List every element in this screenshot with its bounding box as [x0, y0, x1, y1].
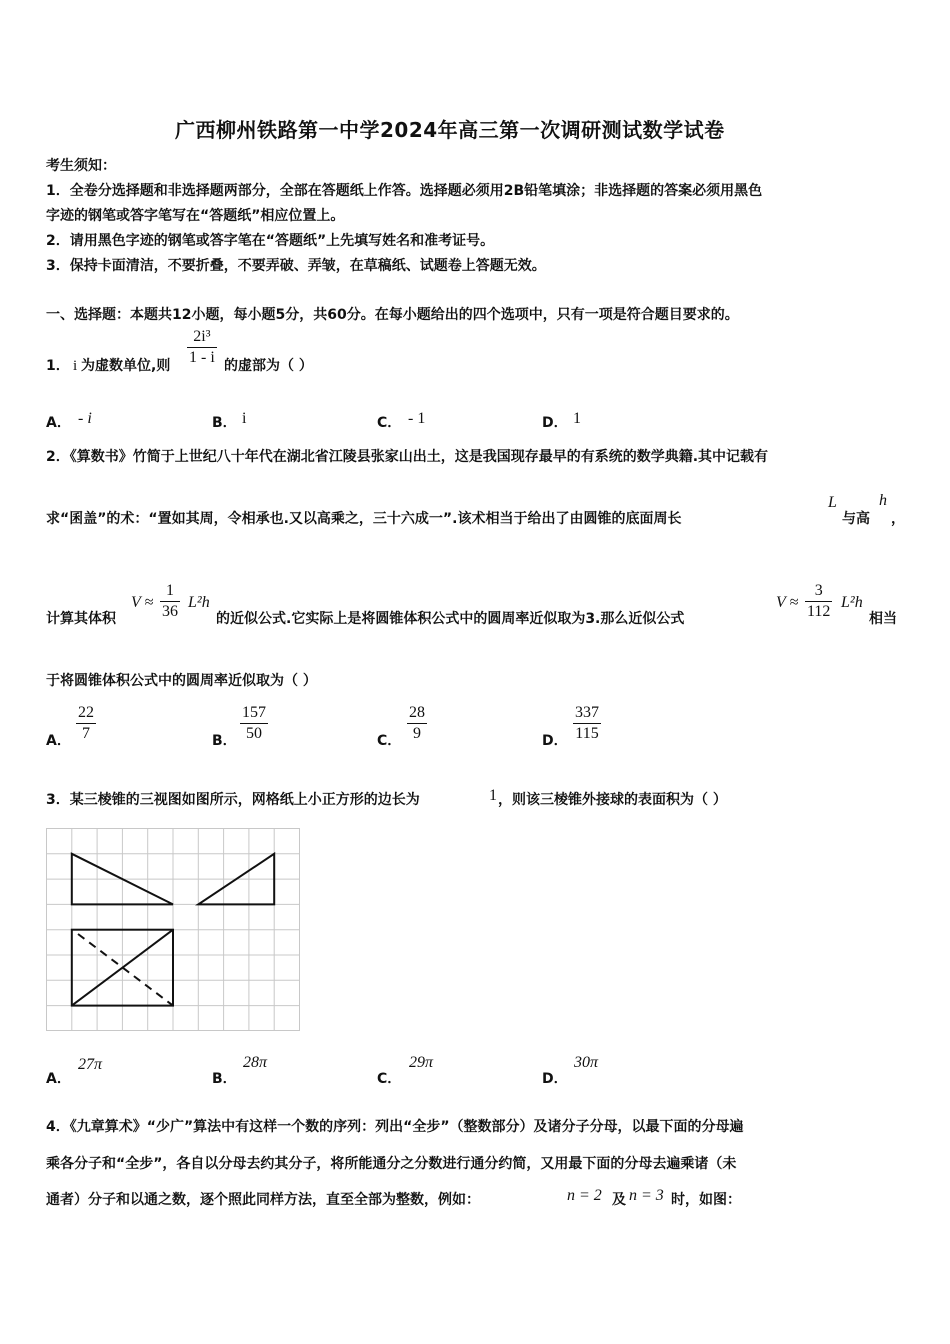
q2-line-2a: 求“囷盖”的术：“置如其周，令相承也.又以高乘之，三十六成一”.该术相当于给出了由圆锥的底面周长	[46, 511, 682, 527]
q1-option-a-value: - i	[78, 410, 92, 427]
q1-fraction-numerator: 2i³	[187, 328, 217, 348]
q2-option-c-denominator: 9	[413, 725, 421, 742]
q2-line-3c: 相当	[869, 611, 897, 627]
q1-option-b-value: i	[242, 410, 247, 427]
q4-line-1: 4．《九章算术》“少广”算法中有这样一个数的序列：列出“全步”（整数部分）及诸分子分母，以最下面的分母遍	[46, 1119, 744, 1135]
q2-formula-2-denominator: 112	[807, 603, 831, 620]
q2-option-b-denominator: 50	[246, 725, 262, 742]
q2-option-a-numerator: 22	[76, 704, 96, 724]
q3-option-c-label: C．	[377, 1071, 402, 1087]
q4-n-equals-2: n = 2	[567, 1187, 602, 1204]
q2-option-d-fraction	[573, 704, 601, 743]
notice-line-2: 2．请用黑色字迹的钢笔或答字笔在“答题纸”上先填写姓名和准考证号。	[46, 233, 495, 249]
q2-option-b-numerator: 157	[240, 704, 268, 724]
q4-n-equals-3: n = 3	[629, 1187, 664, 1204]
notice-line-1b: 字迹的钢笔或答字笔写在“答题纸”相应位置上。	[46, 208, 345, 224]
q2-formula-2-fraction	[805, 582, 832, 621]
q3-option-b-value: 28π	[243, 1054, 268, 1071]
q2-line-1: 2．《算数书》竹简于上世纪八十年代在湖北省江陵县张家山出土，这是我国现存最早的有系统的数学典籍.其中记载有	[46, 449, 769, 465]
q2-line-2b: 与高	[842, 511, 870, 527]
q2-line-4: 于将圆锥体积公式中的圆周率近似取为（ ）	[46, 673, 317, 689]
notice-line-3: 3．保持卡面清洁，不要折叠，不要弄破、弄皱，在草稿纸、试题卷上答题无效。	[46, 258, 546, 274]
q1-number: 1．	[46, 358, 70, 374]
q2-option-b-fraction	[240, 704, 268, 743]
notice-line-1a: 1．全卷分选择题和非选择题两部分，全部在答题纸上作答。选择题必须用2B铅笔填涂；非选择题的答案必须用黑色	[46, 183, 763, 199]
q1-option-c-label: C．	[377, 415, 402, 431]
q2-option-d-denominator: 115	[575, 725, 599, 742]
q1-text-a: 为虚数单位,则	[81, 358, 171, 374]
notice-heading: 考生须知：	[46, 158, 116, 174]
top-view-hidden-diagonal	[78, 934, 173, 1006]
q2-option-a-denominator: 7	[82, 725, 90, 742]
q2-formula-1-fraction	[160, 582, 180, 621]
q2-formula-1-rhs: L²h	[188, 594, 210, 611]
q2-option-c-numerator: 28	[407, 704, 427, 724]
q4-line-2: 乘各分子和“全步”，各自以分母去约其分子，将所能通分之分数进行通分约简，又用最下面的分母去遍乘诸（未	[46, 1156, 737, 1172]
q3-option-d-label: D．	[542, 1071, 568, 1087]
q1-option-d-value: 1	[573, 410, 581, 427]
q1-option-c-value: - 1	[408, 410, 426, 427]
q1-option-a-label: A．	[46, 415, 71, 431]
q2-line-3a: 计算其体积	[46, 611, 116, 627]
q1-option-b-label: B．	[212, 415, 237, 431]
page-title: 广西柳州铁路第一中学2024年高三第一次调研测试数学试卷	[175, 118, 725, 142]
q3-option-b-label: B．	[212, 1071, 237, 1087]
q2-formula-1-numerator: 1	[160, 582, 180, 602]
q3-option-a-label: A．	[46, 1071, 71, 1087]
q1-fraction-denominator: 1 - i	[189, 349, 215, 366]
q3-option-d-value: 30π	[574, 1054, 599, 1071]
q1-fraction	[187, 328, 217, 367]
q2-option-b-label: B．	[212, 733, 237, 749]
q1-i-symbol: i	[73, 358, 78, 374]
q3-option-c-value: 29π	[409, 1054, 434, 1071]
q1-option-d-label: D．	[542, 415, 568, 431]
q2-symbol-L: L	[828, 494, 837, 511]
q4-line-3b: 时，如图：	[671, 1192, 741, 1208]
q2-option-d-numerator: 337	[573, 704, 601, 724]
q2-option-a-label: A．	[46, 733, 71, 749]
section-heading: 一、选择题：本题共12小题，每小题5分，共60分。在每小题给出的四个选项中，只有一项是符合题目要求的。	[46, 307, 739, 323]
q3-text-b: ，则该三棱锥外接球的表面积为（ ）	[498, 792, 727, 808]
q3-one: 1	[489, 787, 497, 804]
q3-option-a-value: 27π	[78, 1056, 103, 1073]
q4-line-3a: 通者）分子和以通之数，逐个照此同样方法，直至全部为整数，例如：	[46, 1192, 480, 1208]
q1-text-b: 的虚部为（ ）	[224, 358, 313, 374]
q2-option-c-fraction	[407, 704, 427, 743]
q2-formula-2-numerator: 3	[805, 582, 832, 602]
q2-symbol-h: h	[879, 492, 887, 509]
q2-formula-2-lhs: V ≈	[776, 594, 799, 611]
three-view-figure	[46, 828, 300, 1032]
q2-line-2c: ，	[891, 511, 905, 527]
q2-formula-1-lhs: V ≈	[131, 594, 154, 611]
q2-option-a-fraction	[76, 704, 96, 743]
q2-line-3b: 的近似公式.它实际上是将圆锥体积公式中的圆周率近似取为3.那么近似公式	[216, 611, 685, 627]
q4-and: 及	[612, 1192, 626, 1208]
q2-option-c-label: C．	[377, 733, 402, 749]
q2-formula-1-denominator: 36	[162, 603, 178, 620]
q3-text-a: 3．某三棱锥的三视图如图所示，网格纸上小正方形的边长为	[46, 792, 420, 808]
q2-formula-2-rhs: L²h	[841, 594, 863, 611]
q2-option-d-label: D．	[542, 733, 568, 749]
